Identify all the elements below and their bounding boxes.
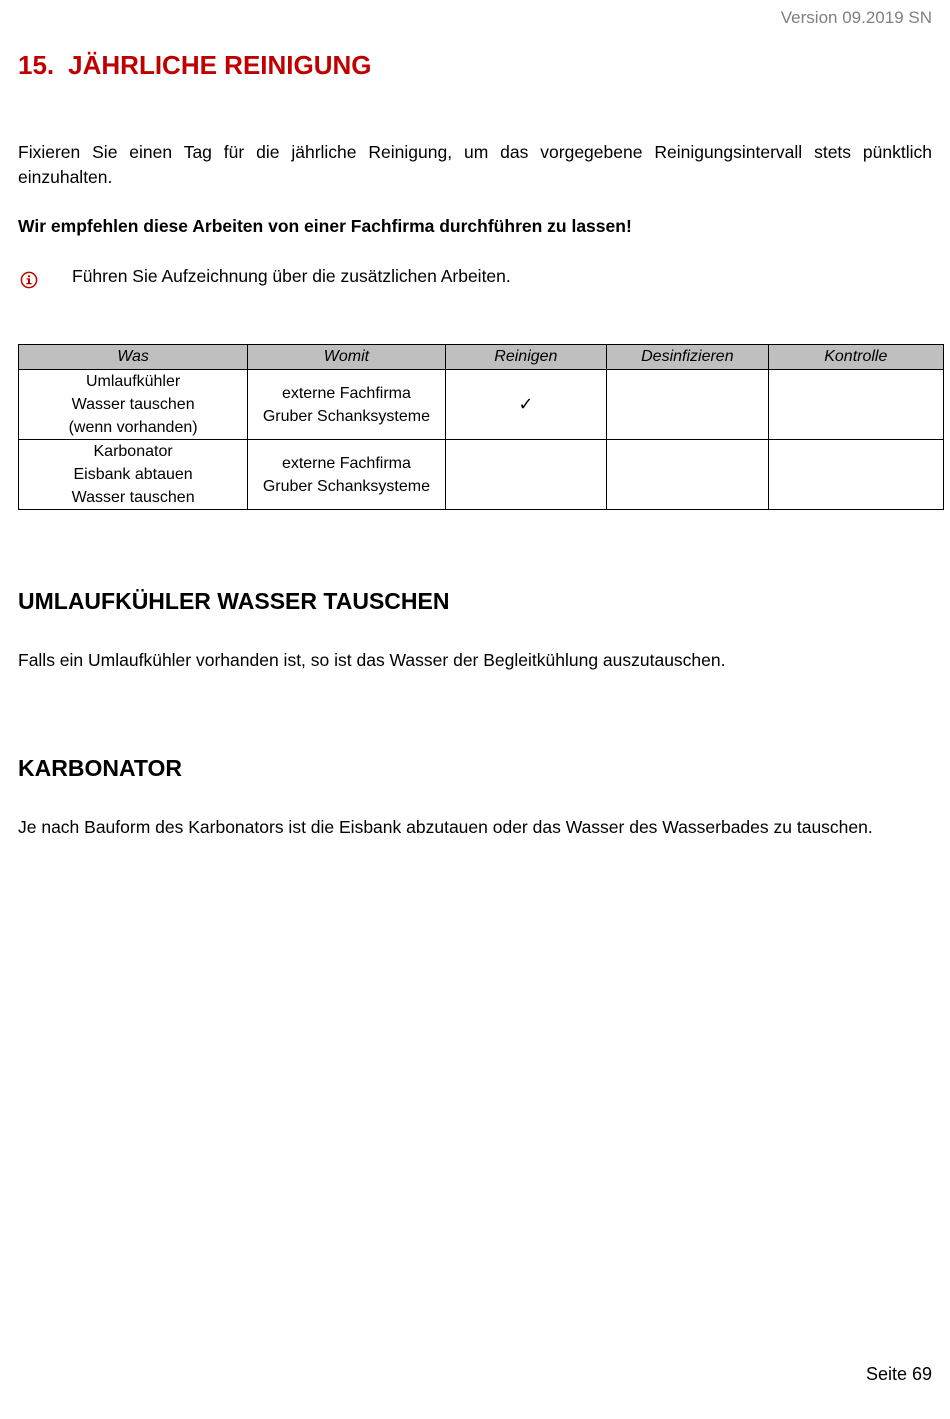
cell-line: Gruber Schanksysteme (262, 407, 430, 425)
cell-desinfizieren (607, 440, 769, 510)
cell-desinfizieren (607, 370, 769, 440)
cell-reinigen (445, 440, 606, 510)
cell-line: Gruber Schanksysteme (262, 477, 430, 495)
cell-line: Karbonator (93, 443, 173, 460)
chapter-title-text: JÄHRLICHE REINIGUNG (68, 50, 372, 80)
info-circle-icon (20, 271, 38, 289)
cell-line: Wasser tauschen (71, 396, 195, 413)
recommendation-text: Wir empfehlen diese Arbeiten von einer Fachfirma durchführen zu lassen! (18, 216, 632, 236)
cell-line: Eisbank abtauen (73, 466, 193, 483)
column-header-reinigen: Reinigen (445, 345, 606, 370)
version-label: Version 09.2019 SN (780, 8, 932, 27)
cell-reinigen-checkmark: ✓ (445, 370, 606, 440)
info-note-text: Führen Sie Aufzeichnung über die zusätzlichen Arbeiten. (72, 266, 511, 286)
section-text-karbonator: Je nach Bauform des Karbonators ist die Eisbank abzutauen oder das Wasser des Wasserbades zu tauschen. (18, 817, 873, 837)
intro-paragraph: Fixieren Sie einen Tag für die jährliche Reinigung, um das vorgegebene Reinigungsintervall stets pünktlich einzuhalten. (18, 142, 932, 187)
section-title-karbonator: KARBONATOR (18, 755, 182, 781)
table-header-row (19, 345, 944, 370)
table-row (19, 440, 944, 510)
cleaning-tasks-table (18, 344, 944, 510)
page-number: Seite 69 (865, 1364, 932, 1384)
cell-line: externe Fachfirma (281, 384, 411, 402)
section-title-umlaufkuehler: UMLAUFKÜHLER WASSER TAUSCHEN (18, 588, 450, 614)
cell-womit (248, 440, 445, 510)
chapter-title (18, 50, 372, 81)
cell-was (19, 370, 248, 440)
cell-womit (248, 370, 445, 440)
cell-line: Wasser tauschen (71, 489, 195, 506)
cell-line: (wenn vorhanden) (68, 419, 198, 436)
cell-kontrolle (768, 440, 943, 510)
cell-line: externe Fachfirma (281, 454, 411, 472)
cell-line: Umlaufkühler (85, 373, 181, 390)
column-header-womit: Womit (248, 345, 445, 370)
chapter-number: 15. (18, 50, 55, 80)
column-header-was: Was (19, 345, 248, 370)
column-header-kontrolle: Kontrolle (768, 345, 943, 370)
cell-was (19, 440, 248, 510)
section-text-umlaufkuehler: Falls ein Umlaufkühler vorhanden ist, so ist das Wasser der Begleitkühlung auszutauschen. (18, 650, 726, 670)
cell-kontrolle (768, 370, 943, 440)
table-row (19, 370, 944, 440)
column-header-desinfizieren: Desinfizieren (607, 345, 769, 370)
